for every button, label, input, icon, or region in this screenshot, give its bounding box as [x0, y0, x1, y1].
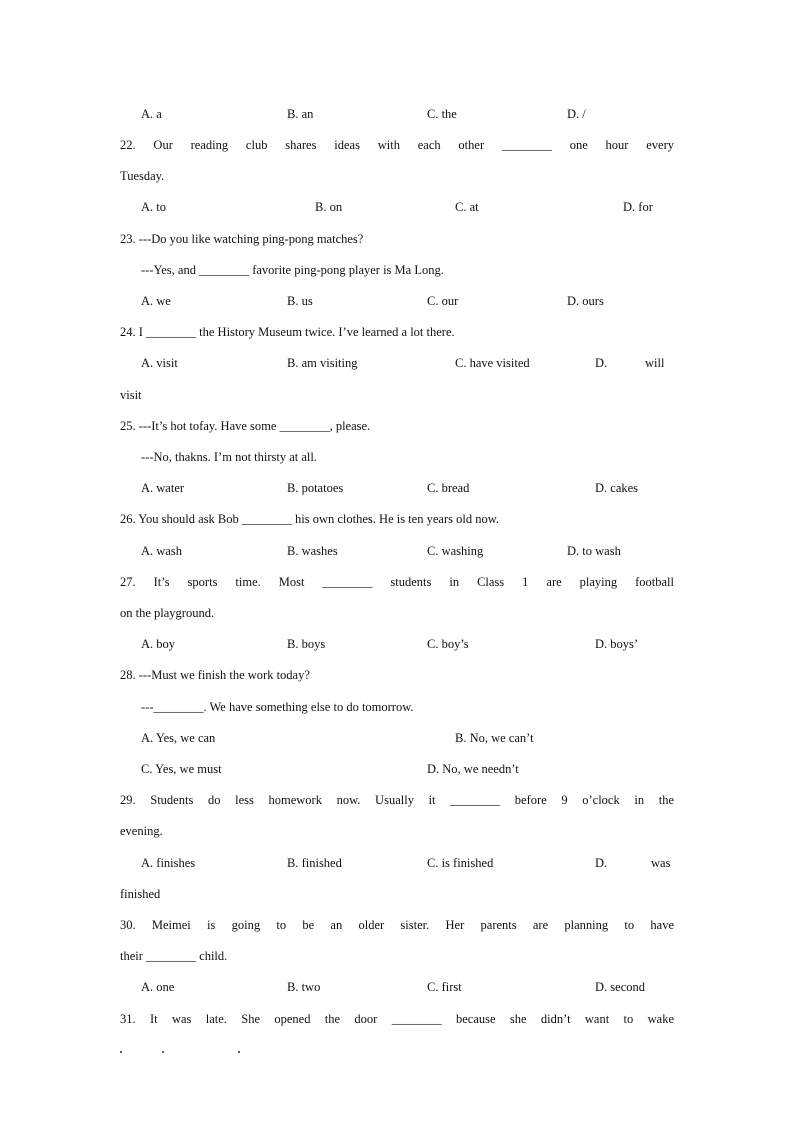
q22-option-c: C. at	[455, 200, 479, 214]
q23-option-b: B. us	[287, 294, 313, 308]
q24-option-d: D.	[595, 356, 608, 370]
q28-option-c: C. Yes, we must	[141, 762, 222, 776]
q22-option-a: A. to	[141, 200, 166, 214]
q22-stem-line2: Tuesday.	[120, 169, 165, 183]
q29-stem-line2: evening.	[120, 824, 163, 838]
q28-stem-line1: 28. ---Must we finish the work today?	[120, 668, 310, 682]
q24-option-d-text: will	[645, 356, 665, 370]
q22-option-d: D. for	[623, 200, 653, 214]
q29-option-d-text: was	[651, 856, 671, 870]
q29-option-d: D.	[595, 856, 608, 870]
q29-option-b: B. finished	[287, 856, 342, 870]
q23-option-a: A. we	[141, 294, 171, 308]
q23-option-d: D. ours	[567, 294, 604, 308]
q27-option-d: D. boys’	[595, 637, 639, 651]
q29-option-a: A. finishes	[141, 856, 196, 870]
q28-option-a: A. Yes, we can	[141, 731, 216, 745]
q26-stem-line1: 26. You should ask Bob ________ his own clothes. He is ten years old now.	[120, 512, 500, 526]
q29-option-d-wrap: finished	[120, 887, 161, 901]
q29-option-c: C. is finished	[427, 856, 494, 870]
q26-option-a: A. wash	[141, 544, 182, 558]
q25-option-c: C. bread	[427, 481, 470, 495]
q22-option-b: B. on	[315, 200, 343, 214]
q27-option-b: B. boys	[287, 637, 326, 651]
q27-option-c: C. boy’s	[427, 637, 469, 651]
q30-option-b: B. two	[287, 980, 321, 994]
q29-stem-line1: 29. Students do less homework now. Usually it ________ before 9 o’clock in the	[120, 793, 674, 807]
q30-option-c: C. first	[427, 980, 462, 994]
q30-option-d: D. second	[595, 980, 645, 994]
q24-option-d-wrap: visit	[120, 388, 142, 402]
q30-option-a: A. one	[141, 980, 175, 994]
q25-stem-line2: ---No, thakns. I’m not thirsty at all.	[141, 450, 318, 464]
q24-option-a: A. visit	[141, 356, 178, 370]
q25-option-b: B. potatoes	[287, 481, 344, 495]
q27-stem-line2: on the playground.	[120, 606, 215, 620]
q28-stem-line2: ---________. We have something else to do tomorrow.	[141, 700, 414, 714]
q24-option-c: C. have visited	[455, 356, 530, 370]
q25-option-a: A. water	[141, 481, 185, 495]
q30-stem-line1: 30. Meimei is going to be an older sister. Her parents are planning to have	[120, 918, 674, 932]
q23-option-c: C. our	[427, 294, 459, 308]
q21-option-c: C. the	[427, 107, 457, 121]
q21-option-d: D. /	[567, 107, 586, 121]
q28-option-b: B. No, we can’t	[455, 731, 534, 745]
q23-stem-line1: 23. ---Do you like watching ping-pong matches?	[120, 232, 364, 246]
q25-stem-line1: 25. ---It’s hot tofay. Have some ________, please.	[120, 419, 371, 433]
q26-option-d: D. to wash	[567, 544, 621, 558]
q27-stem-line1: 27. It’s sports time. Most ________ students in Class 1 are playing football	[120, 575, 674, 589]
q21-option-a: A. a	[141, 107, 162, 121]
cropped-next-line	[120, 1046, 260, 1056]
q27-option-a: A. boy	[141, 637, 176, 651]
q28-option-d: D. No, we needn’t	[427, 762, 519, 776]
q21-option-b: B. an	[287, 107, 314, 121]
q30-stem-line2: their ________ child.	[120, 949, 228, 963]
q24-stem-line1: 24. I ________ the History Museum twice. I’ve learned a lot there.	[120, 325, 455, 339]
q23-stem-line2: ---Yes, and ________ favorite ping-pong player is Ma Long.	[141, 263, 444, 277]
q26-option-b: B. washes	[287, 544, 338, 558]
q26-option-c: C. washing	[427, 544, 484, 558]
q22-stem-line1: 22. Our reading club shares ideas with each other ________ one hour every	[120, 138, 674, 152]
q31-stem-line1: 31. It was late. She opened the door ________ because she didn’t want to wake	[120, 1012, 674, 1026]
q24-option-b: B. am visiting	[287, 356, 358, 370]
q25-option-d: D. cakes	[595, 481, 639, 495]
